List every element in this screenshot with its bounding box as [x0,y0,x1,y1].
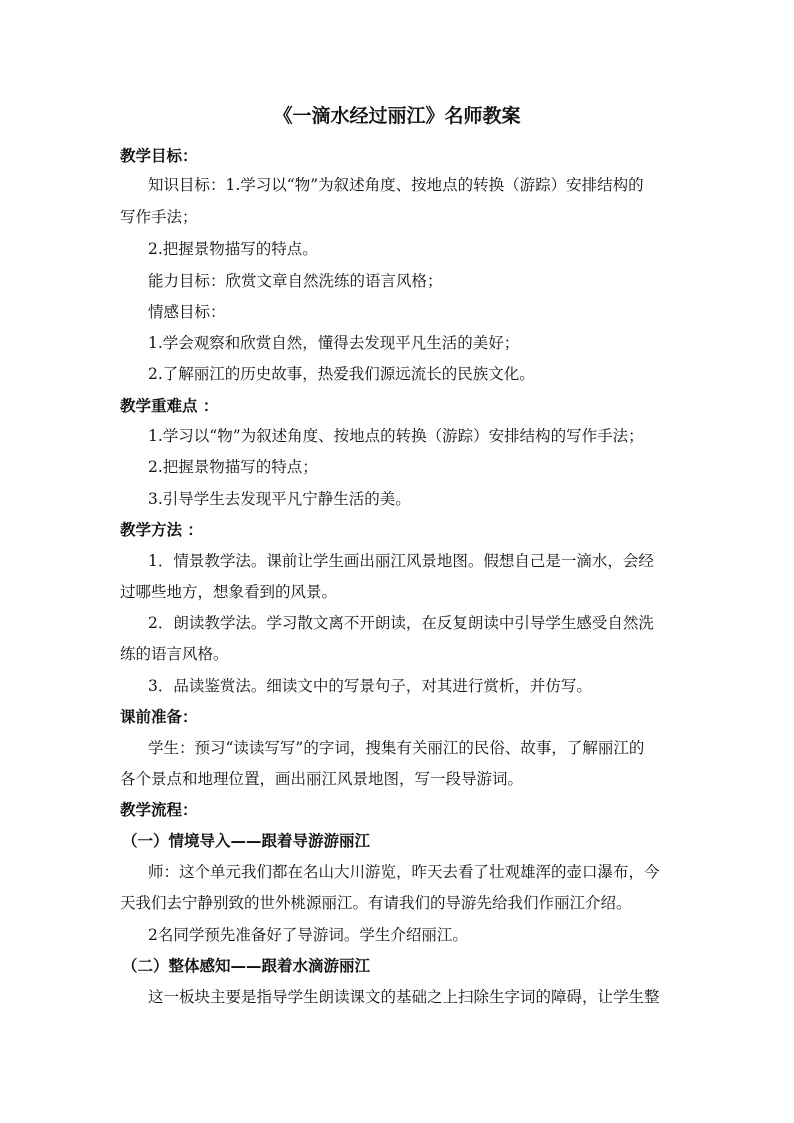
paragraph-line: 2．朗读教学法。学习散文离不开朗读，在反复朗读中引导学生感受自然洗 [148,614,654,632]
paragraph-line: 练的语言风格。 [120,645,229,663]
paragraph-line: 知识目标：1.学习以“物”为叙述角度、按地点的转换（游踪）安排结构的 [148,176,644,194]
paragraph-line: 3.引导学生去发现平凡宁静生活的美。 [148,490,411,508]
section-heading-methods: 教学方法 ： [120,521,203,539]
section-heading-objectives: 教学目标： [120,147,198,165]
paragraph-line: 学生：预习“读读写写”的字词，搜集有关丽江的民俗、故事，了解丽江的 [148,739,645,757]
section-heading-process: 教学流程： [120,801,198,819]
paragraph-line: 天我们去宁静别致的世外桃源丽江。有请我们的导游先给我们作丽江介绍。 [120,894,632,912]
paragraph-line: 1.学会观察和欣赏自然，懂得去发现平凡生活的美好； [148,334,520,352]
paragraph-line: 2名同学预先准备好了导游词。学生介绍丽江。 [148,926,468,944]
paragraph-line: 情感目标： [148,303,226,321]
subsection-heading-1: （一）情境导入——跟着导游游丽江 [122,832,371,850]
paragraph-line: 这一板块主要是指导学生朗读课文的基础之上扫除生字词的障碍，让学生整 [148,988,660,1006]
paragraph-line: 过哪些地方，想象看到的风景。 [120,583,338,601]
paragraph-line: 1．情景教学法。课前让学生画出丽江风景地图。假想自己是一滴水，会经 [148,552,654,570]
section-heading-preparation: 课前准备： [120,708,198,726]
paragraph-line: 写作手法； [120,208,198,226]
paragraph-line: 3．品读鉴赏法。细读文中的写景句子，对其进行赏析，并仿写。 [148,677,592,695]
paragraph-line: 2.把握景物描写的特点。 [148,240,318,258]
paragraph-line: 能力目标：欣赏文章自然洗练的语言风格； [148,272,443,290]
section-heading-key-points: 教学重难点 ： [120,397,219,415]
page-title: 《一滴水经过丽江》名师教案 [273,105,521,127]
paragraph-line: 1.学习以“物”为叙述角度、按地点的转换（游踪）安排结构的写作手法； [148,427,644,445]
paragraph-line: 2.把握景物描写的特点； [148,458,318,476]
subsection-heading-2: （二）整体感知——跟着水滴游丽江 [122,957,371,975]
paragraph-line: 2.了解丽江的历史故事，热爱我们源远流长的民族文化。 [148,365,535,383]
paragraph-line: 师：这个单元我们都在名山大川游览，昨天去看了壮观雄浑的壶口瀑布，今 [148,863,660,881]
paragraph-line: 各个景点和地理位置，画出丽江风景地图，写一段导游词。 [120,770,524,788]
